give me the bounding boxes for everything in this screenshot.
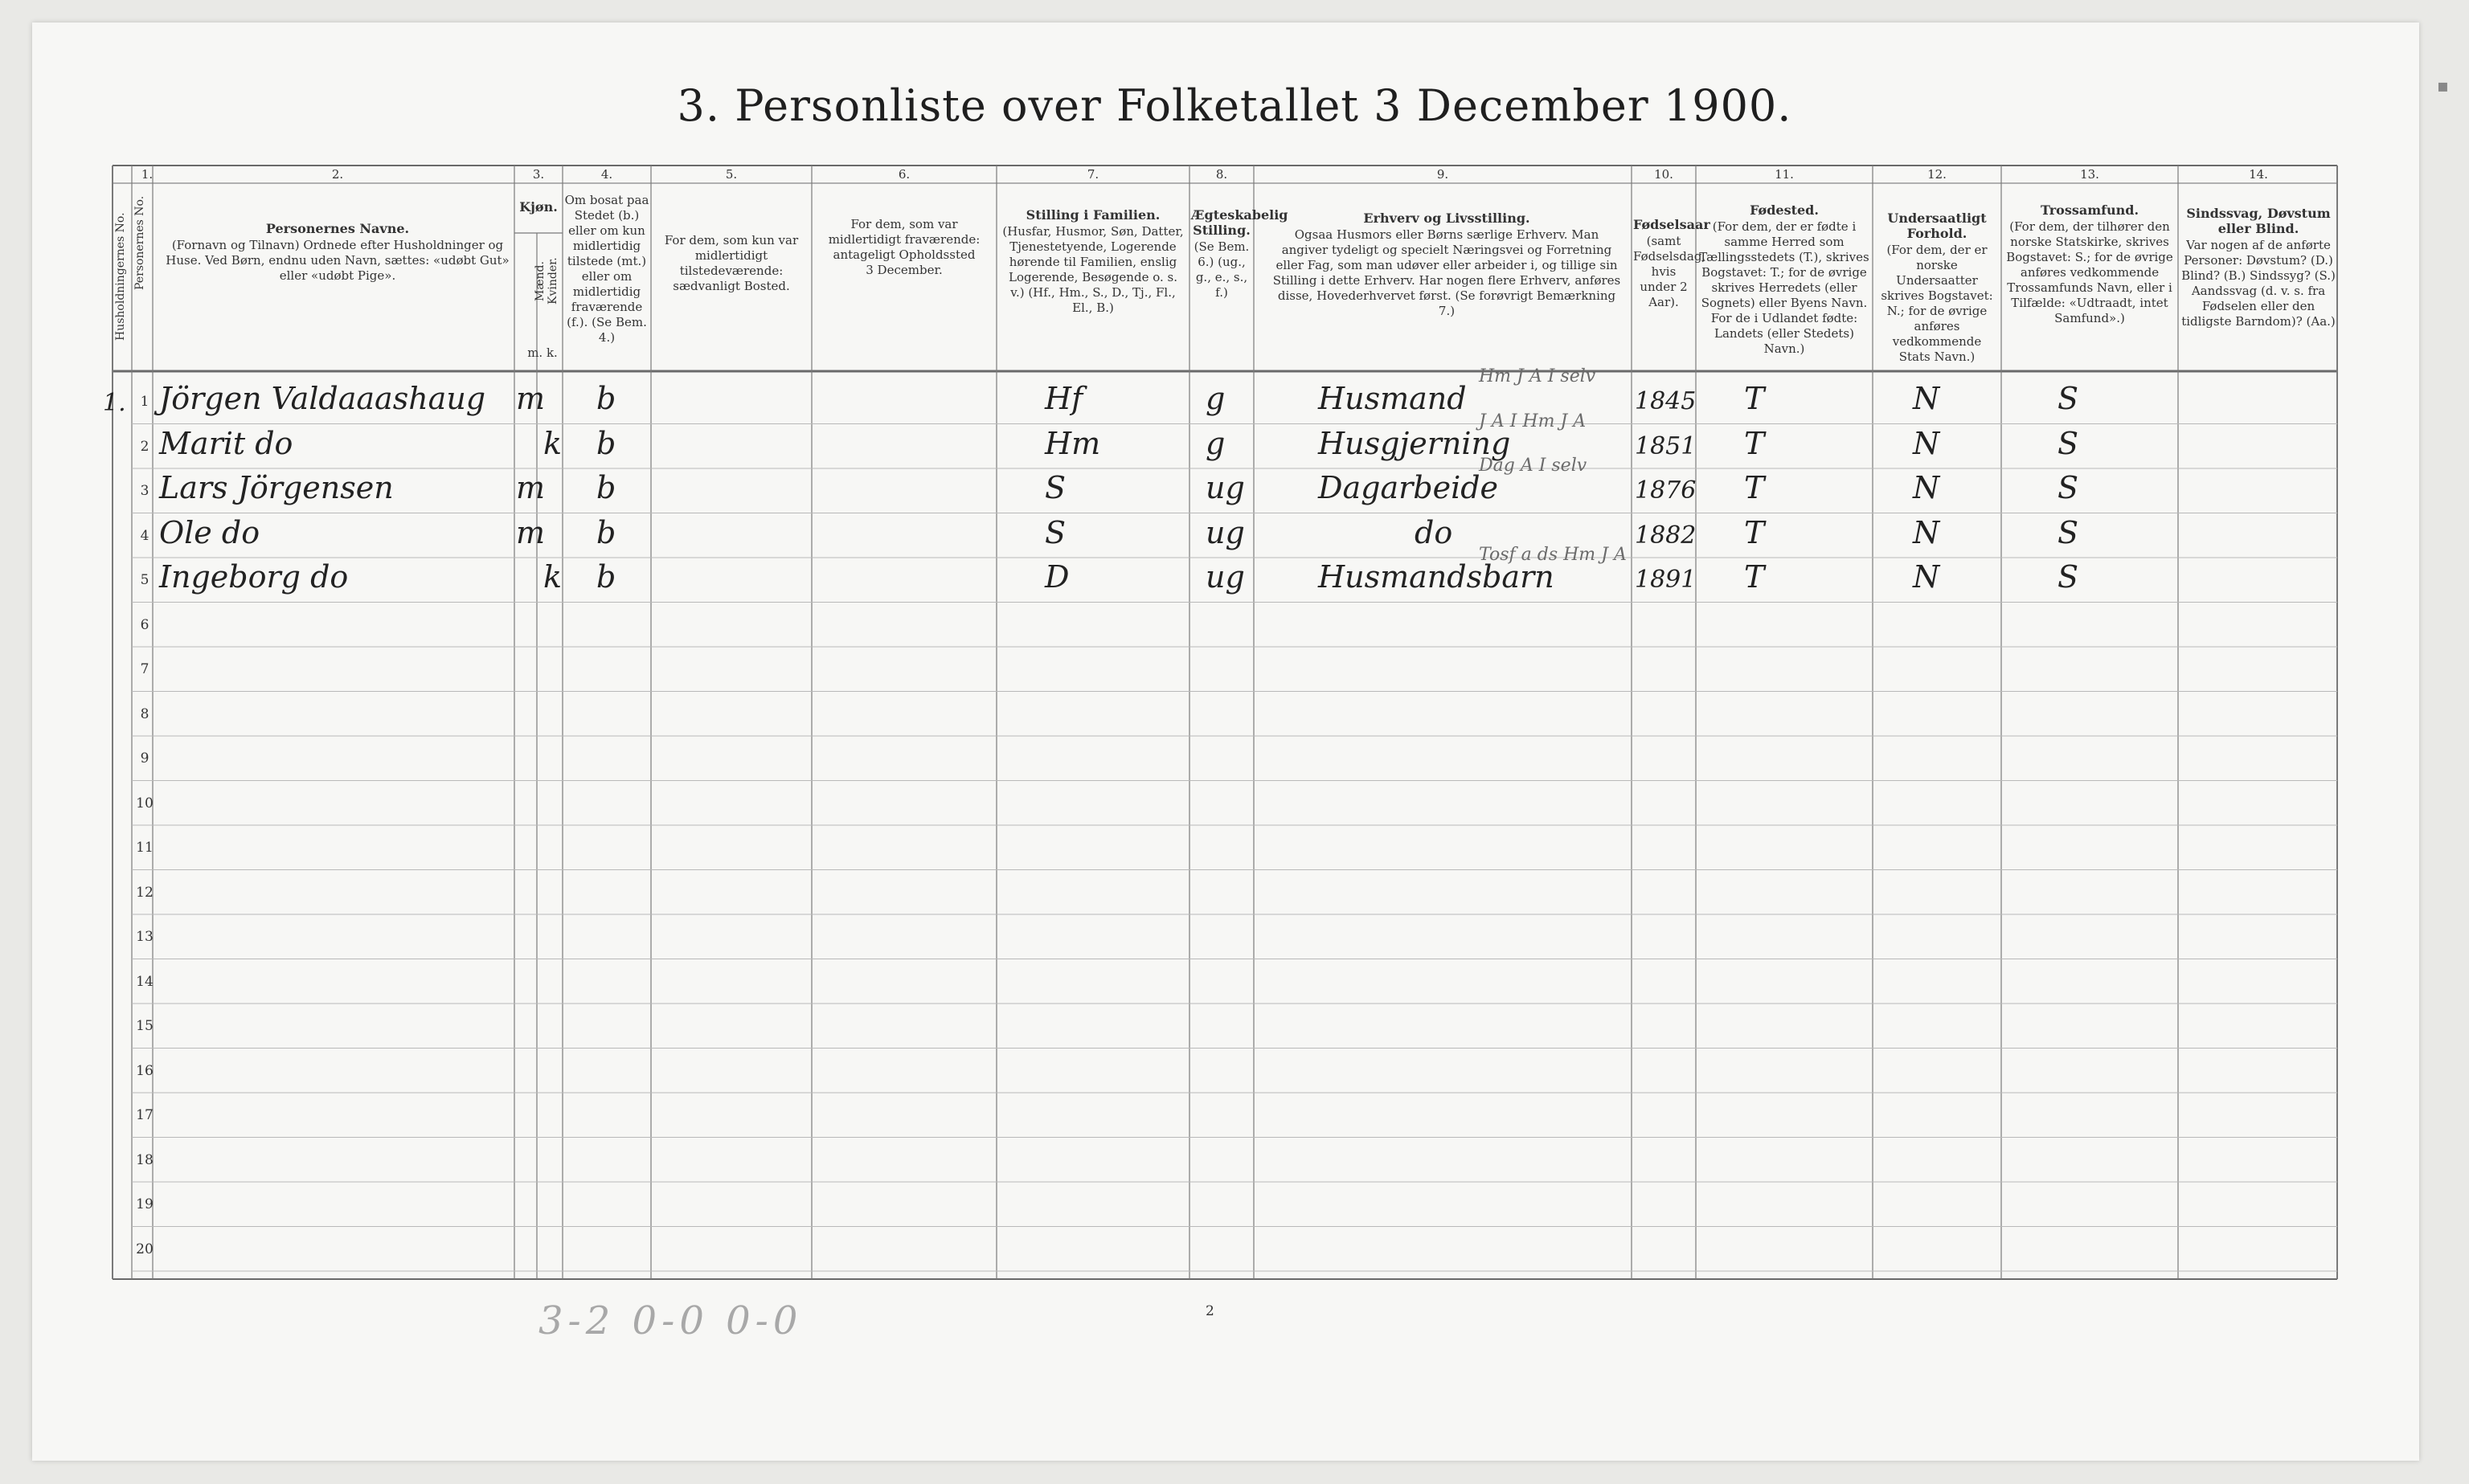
person-name: Marit do [159, 425, 293, 461]
colnum-5: 5. [725, 167, 738, 182]
header-citizenship [1876, 211, 1998, 368]
person-marital-status: ug [1206, 559, 1245, 595]
person-birthplace: T [1744, 470, 1765, 505]
colnum-4: 4. [600, 167, 613, 182]
header-occupation [1270, 211, 1623, 368]
colnum-3: 3. [532, 167, 545, 182]
header-sex [514, 199, 563, 223]
person-faith: S [2058, 425, 2079, 461]
person-birthplace: T [1744, 559, 1765, 595]
header-sex-female: Kvinder. [547, 257, 559, 305]
header-marital-text: (Se Bem. 6.) (ug., g., e., s., f.) [1194, 239, 1250, 300]
header-citizenship-text: (For dem, der er norske Undersaatter skrives Bogstavet: N.; for de øvrige anføres vedkommende Stats Navn.) [1881, 243, 1993, 364]
row-number: 11 [136, 840, 154, 856]
person-occupation: Husgjerning [1318, 425, 1511, 461]
person-occupation-annotation: Tosf a ds Hm J A [1479, 545, 1627, 565]
person-occupation: do [1415, 514, 1453, 550]
person-sex: m [516, 514, 546, 550]
header-sex-title: Kjøn. [519, 199, 558, 215]
person-sex: m [516, 381, 546, 416]
person-residence-status: b [596, 470, 616, 505]
person-occupation: Husmandsbarn [1318, 559, 1554, 595]
row-number: 13 [136, 929, 154, 945]
row-number: 3 [140, 483, 149, 499]
row-number: 18 [136, 1151, 154, 1168]
person-citizenship: N [1913, 470, 1940, 505]
person-family-position: S [1045, 514, 1067, 550]
header-names [161, 221, 514, 366]
row-number: 5 [140, 572, 149, 588]
person-birthplace: T [1744, 425, 1765, 461]
header-family-text: (Husfar, Husmor, Søn, Datter, Tjenestetyende, Logerende hørende til Familien, enslig Logerende, Besøgende o. s. v.) (Hf., Hm., S., D., Tj., Fl., El., B.) [1002, 224, 1184, 315]
header-birthplace [1699, 202, 1869, 368]
colnum-10: 10. [1654, 167, 1673, 182]
row-number: 17 [136, 1107, 154, 1123]
row-number: 12 [136, 884, 154, 901]
person-birthplace: T [1744, 514, 1765, 550]
person-birthplace: T [1744, 381, 1765, 416]
person-family-position: D [1045, 559, 1070, 595]
person-birth-year: 1876 [1635, 476, 1697, 505]
colnum-6: 6. [898, 167, 911, 182]
person-citizenship: N [1913, 559, 1940, 595]
row-number: 1 [140, 394, 149, 410]
colnum-11: 11. [1775, 167, 1794, 182]
person-sex: k [543, 425, 563, 461]
footer-page-number: 2 [1206, 1303, 1214, 1319]
header-household-no: Husholdningernes No. [114, 212, 127, 341]
colnum-2: 2. [331, 167, 344, 182]
person-occupation-annotation: J A I Hm J A [1479, 411, 1587, 431]
person-residence-status: b [596, 425, 616, 461]
header-birth-year-title: Fødselsaar [1633, 217, 1710, 232]
person-faith: S [2058, 381, 2079, 416]
header-disability [2181, 206, 2336, 368]
margin-mark: ▪ [2437, 76, 2449, 96]
row-number: 9 [140, 750, 149, 767]
header-occupation-text: Ogsaa Husmors eller Børns særlige Erhverv. Man angiver tydeligt og specielt Næringsvei og Forretning eller Fag, som man udøver eller arbeider i, og tillige sin Stilling i dette Erhverv. Har nogen flere Erhverv, anføres disse, Hovederhvervet først. (Se forøvrigt Bemærkning 7.) [1272, 227, 1621, 318]
person-name: Lars Jörgensen [159, 470, 394, 505]
person-faith: S [2058, 470, 2079, 505]
person-birth-year: 1851 [1635, 431, 1697, 460]
header-sex-mk: m. k. [527, 345, 558, 360]
person-faith: S [2058, 514, 2079, 550]
header-faith-title: Trossamfund. [2040, 202, 2139, 218]
page-title: 3. Personliste over Folketallet 3 December 1900. [677, 80, 1792, 131]
person-citizenship: N [1913, 425, 1940, 461]
person-occupation-annotation: Hm J A I selv [1479, 366, 1596, 386]
person-marital-status: ug [1206, 514, 1245, 550]
row-number: 14 [136, 973, 154, 990]
header-occupation-title: Erhverv og Livsstilling. [1363, 211, 1530, 226]
person-birth-year: 1891 [1635, 566, 1697, 594]
header-birth-year-text: (samt Fødselsdag, hvis under 2 Aar). [1633, 234, 1706, 309]
person-occupation-annotation: Dag A I selv [1479, 456, 1587, 476]
person-occupation: Husmand [1318, 381, 1467, 416]
person-residence-status: b [596, 381, 616, 416]
header-birthplace-title: Fødested. [1750, 202, 1819, 218]
header-marital [1191, 207, 1288, 368]
header-sex-male: Mænd. [534, 261, 547, 301]
person-sex: m [516, 470, 546, 505]
colnum-1: 1. [141, 167, 154, 182]
header-names-text: (Fornavn og Tilnavn) Ordnede efter Husholdninger og Huse. Ved Børn, endnu uden Navn, sættes: «udøbt Gut» eller «udøbt Pige». [166, 238, 510, 283]
person-marital-status: ug [1206, 470, 1245, 505]
header-residence: Om bosat paa Stedet (b.) eller om kun midlertidig tilstede (mt.) eller om midlertidig fraværende (f.). (Se Bem. 4.) [564, 193, 649, 345]
person-occupation: Dagarbeide [1318, 470, 1499, 505]
row-number: 16 [136, 1062, 154, 1079]
person-marital-status: g [1206, 381, 1226, 416]
header-temp-location: For dem, som var midlertidigt fraværende: antageligt Opholdssted 3 December. [828, 217, 981, 277]
row-number: 7 [140, 661, 149, 677]
person-family-position: Hm [1045, 425, 1101, 461]
person-citizenship: N [1913, 381, 1940, 416]
person-residence-status: b [596, 559, 616, 595]
row-number: 2 [140, 438, 149, 455]
header-citizenship-title: Undersaatligt Forhold. [1887, 211, 1987, 241]
row-number: 15 [136, 1018, 154, 1034]
row-number: 20 [136, 1241, 154, 1257]
row-number: 10 [136, 795, 154, 811]
row-number: 8 [140, 705, 149, 722]
person-family-position: Hf [1045, 381, 1083, 416]
colnum-14: 14. [2249, 167, 2268, 182]
person-faith: S [2058, 559, 2079, 595]
person-sex: k [543, 559, 563, 595]
person-birth-year: 1845 [1635, 387, 1697, 415]
person-citizenship: N [1913, 514, 1940, 550]
person-residence-status: b [596, 514, 616, 550]
person-name: Ole do [159, 514, 260, 550]
header-person-no: Personernes No. [133, 195, 146, 290]
header-faith [2004, 202, 2175, 368]
person-marital-status: g [1206, 425, 1226, 461]
row-number: 4 [140, 527, 149, 544]
header-birth-year [1633, 217, 1710, 368]
header-birthplace-text: (For dem, der er fødte i samme Herred som Tællingsstedets (T.), skrives Bogstavet: T.; for de øvrige skrives Herredets (eller Sognets) eller Byens Navn. For de i Udlandet fødte: Landets (eller Stedets) Navn.) [1699, 219, 1869, 356]
header-family-position [1001, 207, 1185, 368]
person-family-position: S [1045, 470, 1067, 505]
header-names-title: Personernes Navne. [265, 221, 410, 236]
person-name: Jörgen Valdaaashaug [159, 381, 486, 416]
colnum-7: 7. [1087, 167, 1099, 182]
pencil-tally: 3-2 0-0 0-0 [538, 1298, 803, 1343]
header-family-title: Stilling i Familien. [1026, 207, 1161, 223]
household-number: 1. [103, 389, 126, 417]
colnum-12: 12. [1927, 167, 1947, 182]
person-birth-year: 1882 [1635, 521, 1697, 550]
colnum-13: 13. [2080, 167, 2099, 182]
header-usual-residence: For dem, som kun var midlertidigt tilstedeværende: sædvanligt Bosted. [664, 233, 799, 293]
colnum-8: 8. [1215, 167, 1228, 182]
header-disability-title: Sindssvag, Døvstum eller Blind. [2186, 206, 2331, 236]
row-number: 19 [136, 1196, 154, 1212]
header-marital-title: Ægteskabelig Stilling. [1191, 207, 1288, 238]
person-name: Ingeborg do [159, 559, 349, 595]
row-number: 6 [140, 616, 149, 633]
header-faith-text: (For dem, der tilhører den norske Statskirke, skrives Bogstavet: S.; for de øvrige anføres vedkommende Trossamfunds Navn, eller i Tilfælde: «Udtraadt, intet Samfund».) [2006, 219, 2173, 325]
header-disability-text: Var nogen af de anførte Personer: Døvstum? (D.) Blind? (B.) Sindssyg? (S.) Aandssvag (d. v. s. fra Fødselen eller den tidligste Barndom)? (Aa.) [2181, 238, 2336, 329]
colnum-9: 9. [1436, 167, 1449, 182]
